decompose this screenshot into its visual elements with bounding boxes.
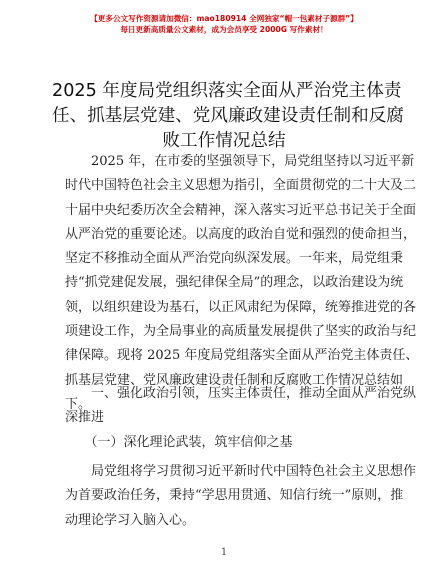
subsection-heading-1 [65, 431, 387, 455]
paragraph-line: 局党组将学习贯彻习近平新时代中国特色社会主义思想作 [65, 464, 417, 479]
heading-line: （一）深化理论武装，筑牢信仰之基 [65, 435, 293, 450]
paragraph-line: 时代中国特色社会主义思想为指引，全面贯彻党的二十大及二 [65, 178, 417, 194]
subsection-paragraph [65, 460, 417, 533]
title-line: 败工作情况总结 [162, 131, 286, 151]
paragraph-line: 2025 年，在市委的坚强领导下，局党组坚持以习近平新 [65, 154, 415, 169]
title-line: 任、抓基层党建、党风廉政建设责任制和反腐 [52, 106, 404, 126]
promo-banner-line-1: 【更多公文写作资源请加微信：mao180914 全网独家“帽一包素材子源群”】 [90, 14, 358, 23]
paragraph-line: 动理论学习入脑入心。 [65, 512, 196, 528]
paragraph-line: 下。 [65, 396, 92, 412]
page-number: 1 [220, 547, 228, 558]
paragraph-line: 为首要政治任务，秉持“学思用贯通、知信行统一”原则，推 [65, 488, 404, 504]
title-line: 2025 年度局党组织落实全面从严治党主体责 [52, 81, 402, 101]
intro-paragraph [65, 150, 419, 417]
paragraph-line: 领，以组织建设为基石，以正风肃纪为保障，统筹推进党的各 [65, 299, 417, 315]
promo-banner-line-2: 每日更新高质量公文素材，成为会员享受 2000G 写作素材！ [120, 25, 328, 34]
promo-banner [0, 13, 448, 35]
heading-line: 一、强化政治引领，压实主体责任，推动全面从严治党纵 [65, 386, 417, 401]
paragraph-line: 项建设工作，为全局事业的高质量发展提供了坚实的政治与纪 [65, 324, 417, 340]
heading-line: 深推进 [65, 410, 105, 426]
document-title [52, 79, 404, 154]
section-heading-1 [65, 382, 417, 431]
paragraph-line: 从严治党的重要论述。以高度的政治自觉和强烈的使命担当， [65, 226, 417, 242]
paragraph-line: 律保障。现将 2025 年度局党组落实全面从严治党主体责任、 [65, 348, 419, 364]
paragraph-line: 持“抓党建促发展，强纪律保全局”的理念，以政治建设为统 [65, 275, 404, 291]
paragraph-line: 坚定不移推动全面从严治党向纵深发展。一年来，局党组秉 [65, 251, 404, 267]
paragraph-line: 抓基层党建、党风廉政建设责任制和反腐败工作情况总结如 [65, 372, 404, 388]
paragraph-line: 十届中央纪委历次全会精神，深入落实习近平总书记关于全面 [65, 202, 417, 218]
